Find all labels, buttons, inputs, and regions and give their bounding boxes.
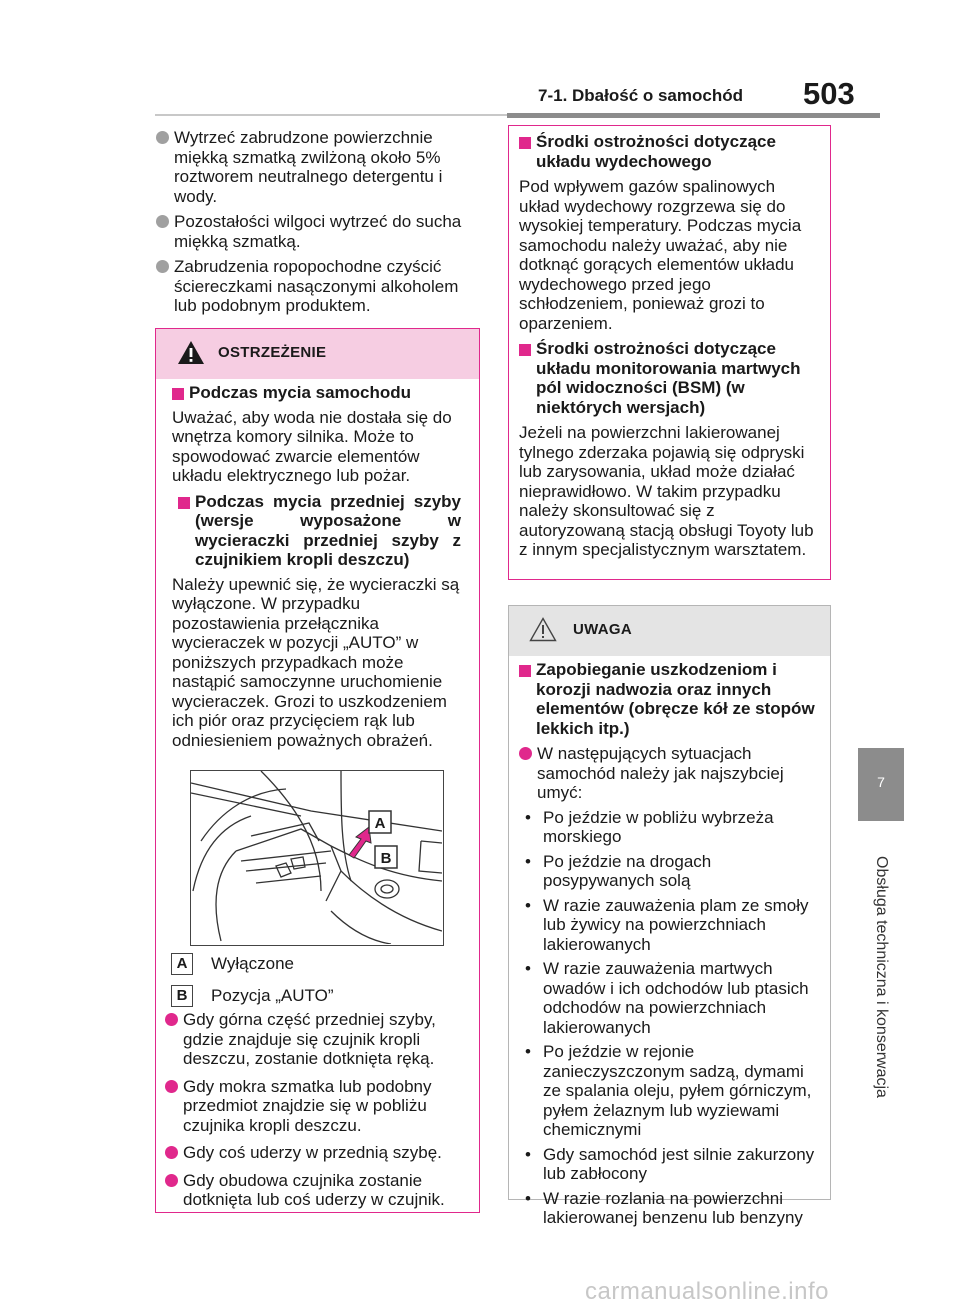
bullet-icon <box>165 1080 178 1093</box>
warning-heading-text: Środki ostrożności dotyczące układu monitorowania martwych pól widoczności (BSM) (w niektórych wersjach) <box>536 339 801 417</box>
list-item: • Gdy samochód jest silnie zakurzony lub zabłocony <box>525 1144 815 1183</box>
square-bullet-icon <box>172 388 184 400</box>
list-item <box>165 1077 470 1136</box>
warning-heading <box>172 383 461 403</box>
bullet-icon <box>165 1174 178 1187</box>
header-rule <box>155 114 507 116</box>
warning-bullet-list <box>165 1010 470 1210</box>
bullet-icon <box>156 131 169 144</box>
list-item-text: Gdy coś uderzy w przednią szybę. <box>183 1143 442 1162</box>
list-item-text: Po jeździe w rejonie zanieczyszczonym sadzą, dymami ze spalania oleju, pyłem górniczym, pyłem żelaznym lub wyziewami chemicznymi <box>543 1042 812 1139</box>
list-item <box>165 1143 470 1163</box>
chapter-tab-number: 7 <box>858 748 904 821</box>
warning-heading <box>519 339 818 417</box>
warning-paragraph: Pod wpływem gazów spalinowych układ wydechowy rozgrzewa się do wysokiej temperatury. Podczas mycia samochodu należy uważać, aby nie dotknąć gorących elementów układu wydechowego przed jego schłodzeniem, ponieważ grozi to oparzeniem. <box>519 177 802 333</box>
cleaning-bullet-list <box>156 128 482 316</box>
warning-paragraph: Jeżeli na powierzchni lakierowanej tylnego zderzaka pojawią się odpryski lub zarysowania, układ może działać nieprawidłowo. W takim przypadku należy skonsultować się z autoryzowaną stacją obsługi Toyoty lub z innym specjalistycznym warsztatem. <box>519 423 814 559</box>
square-bullet-icon <box>519 344 531 356</box>
warning-heading <box>519 132 818 171</box>
notice-heading <box>519 660 820 738</box>
list-item-text: Wytrzeć zabrudzone powierzchnie miękką szmatką zwilżoną około 5% roztworem neutralnego detergentu i wody. <box>174 128 443 206</box>
notice-box <box>508 605 831 1227</box>
warning-heading-text: Podczas mycia samochodu <box>189 383 412 402</box>
list-item: • W razie zauważenia martwych owadów i ich odchodów lub ptasich odchodów na powierzchniach lakierowanych <box>525 959 809 1037</box>
list-item-text: W razie zauważenia martwych owadów i ich odchodów lub ptasich odchodów na powierzchniach lakierowanych <box>543 959 809 1037</box>
warning-triangle-icon <box>177 340 205 365</box>
list-item-text: Pozostałości wilgoci wytrzeć do sucha miękką szmatką. <box>174 212 462 251</box>
list-item <box>156 128 482 206</box>
square-bullet-icon <box>519 665 531 677</box>
caption-row <box>171 985 471 1007</box>
list-item-text: W razie rozlania na powierzchni lakierowanej benzenu lub benzyny <box>543 1188 803 1227</box>
square-bullet-icon <box>519 137 531 149</box>
bullet-icon <box>165 1013 178 1026</box>
warning-header <box>156 329 479 379</box>
warning-box-continued <box>508 125 831 580</box>
list-item-text: Gdy samochód jest silnie zakurzony lub zabłocony <box>543 1144 815 1183</box>
warning-heading <box>178 492 461 570</box>
list-item <box>156 212 482 251</box>
notice-bullet <box>519 744 820 803</box>
caption-text: Wyłączone <box>211 954 294 973</box>
list-item: • W razie zauważenia plam ze smoły lub żywicy na powierzchniach lakierowanych <box>525 895 809 954</box>
list-item-text: Gdy obudowa czujnika zostanie dotknięta lub coś uderzy w czujnik. <box>183 1170 445 1209</box>
list-item: • Po jeździe w rejonie zanieczyszczonym sadzą, dymami ze spalania oleju, pyłem górniczym, pyłem żelaznym lub wyziewami chemicznymi <box>525 1042 812 1139</box>
bullet-icon <box>156 215 169 228</box>
warning-heading-text: Podczas mycia przedniej szyby (wersje wyposażone w wycieraczki przedniej szyby z czujnikiem kropli deszczu) <box>195 491 461 569</box>
page-number: 503 <box>803 76 855 111</box>
section-title: 7-1. Dbałość o samochód <box>538 86 743 105</box>
square-bullet-icon <box>178 497 190 509</box>
list-item-text: Gdy mokra szmatka lub podobny przedmiot znajdzie się w pobliżu czujnika kropli deszczu. <box>183 1076 432 1135</box>
bullet-icon <box>165 1146 178 1159</box>
steering-column-drawing <box>191 771 442 944</box>
illustration-label-a: A <box>374 815 386 832</box>
caption-row <box>171 953 471 975</box>
bullet-icon <box>519 747 532 760</box>
chapter-tab-label-text: Obsługa techniczna i konserwacja <box>873 856 890 1098</box>
notice-bullet-text: W następujących sytuacjach samochód należy jak najszybciej umyć: <box>537 744 784 802</box>
list-item <box>165 1010 470 1069</box>
notice-sublist <box>519 808 820 1228</box>
list-item-text: Po jeździe na drogach posypywanych solą <box>543 851 712 890</box>
warning-title: OSTRZEŻENIE <box>218 344 327 361</box>
bullet-icon <box>156 260 169 273</box>
illustration-captions <box>171 953 471 1007</box>
header-rule-accent <box>507 113 880 118</box>
list-item: • Po jeździe na drogach posypywanych solą <box>525 851 712 890</box>
list-item-text: Zabrudzenia ropopochodne czyścić ściereczkami nasączonymi alkoholem lub podobnym produktem. <box>174 257 459 315</box>
list-item-text: Gdy górna część przedniej szyby, gdzie znajduje się czujnik kropli deszczu, zostanie dotknięta ręką. <box>183 1010 436 1068</box>
list-item: • Po jeździe w pobliżu wybrzeża morskiego <box>525 807 774 846</box>
notice-header <box>509 606 830 656</box>
warning-paragraph: Uważać, aby woda nie dostała się do wnętrza komory silnika. Może to spowodować zwarcie elementów układu elektrycznego lub pożar. <box>172 407 452 485</box>
list-item <box>156 257 482 316</box>
warning-paragraph: Należy upewnić się, że wycieraczki są wyłączone. W przypadku pozostawienia przełącznika wycieraczek w pozycji „AUTO” w poniższych przypadkach może nastąpić samoczynne uruchomienie wycieraczek. Grozi to uszkodzeniem ich piór oraz przycięciem rąk lub odniesieniem poważnych obrażeń. <box>172 574 460 750</box>
caution-triangle-icon <box>529 617 557 642</box>
list-item: • W razie rozlania na powierzchni lakierowanej benzenu lub benzyny <box>525 1188 803 1227</box>
caption-key: B <box>171 985 193 1007</box>
caption-text: Pozycja „AUTO” <box>211 986 334 1005</box>
chapter-tab-label <box>858 832 904 1122</box>
list-item <box>165 1171 470 1210</box>
list-item-text: Po jeździe w pobliżu wybrzeża morskiego <box>543 807 774 846</box>
notice-heading-text: Zapobieganie uszkodzeniom i korozji nadwozia oraz innych elementów (obręcze kół ze stopów lekkich itp.) <box>536 660 815 738</box>
caption-key: A <box>171 953 193 975</box>
illustration-label-b: B <box>380 850 392 867</box>
list-item-text: W razie zauważenia plam ze smoły lub żywicy na powierzchniach lakierowanych <box>543 895 809 954</box>
notice-title: UWAGA <box>573 621 632 638</box>
watermark: carmanualsonline.info <box>585 1278 829 1305</box>
wiper-switch-illustration <box>190 770 444 946</box>
warning-heading-text: Środki ostrożności dotyczące układu wydechowego <box>536 132 776 171</box>
